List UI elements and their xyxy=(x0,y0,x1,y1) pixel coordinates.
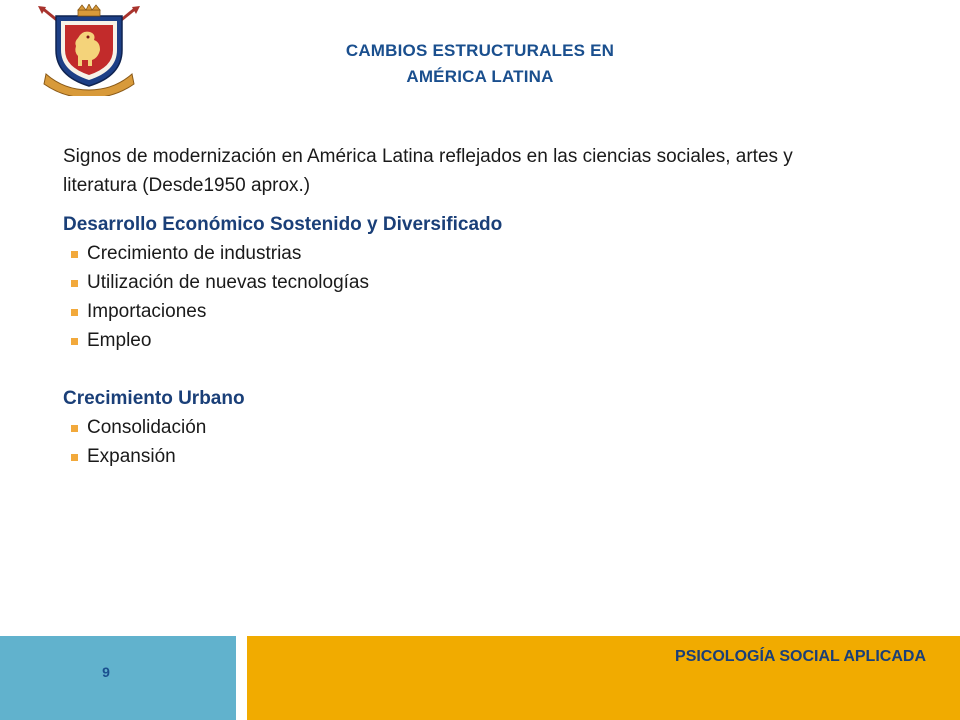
section-heading-economic: Desarrollo Económico Sostenido y Diversificado xyxy=(63,214,503,235)
slide-title-line-1: CAMBIOS ESTRUCTURALES EN xyxy=(345,41,615,60)
slide-title xyxy=(270,38,690,90)
list-item-label: Importaciones xyxy=(87,301,207,322)
slide-title-line-2: AMÉRICA LATINA xyxy=(406,67,554,86)
footer-course-title: PSICOLOGÍA SOCIAL APLICADA xyxy=(675,648,926,665)
list-item xyxy=(71,326,863,355)
section-heading-urban: Crecimiento Urbano xyxy=(63,388,245,409)
footer-left-panel xyxy=(0,636,236,720)
list-item-label: Utilización de nuevas tecnologías xyxy=(87,272,370,293)
square-bullet-icon xyxy=(71,251,78,258)
intro-paragraph: Signos de modernización en América Latina reflejados en las ciencias sociales, artes y literatura (Desde1950 aprox.) xyxy=(63,146,793,196)
list-item xyxy=(71,413,863,442)
list-item-label: Empleo xyxy=(87,330,152,351)
urban-bullet-list xyxy=(63,413,863,471)
square-bullet-icon xyxy=(71,309,78,316)
list-item xyxy=(71,239,863,268)
list-item xyxy=(71,297,863,326)
square-bullet-icon xyxy=(71,280,78,287)
spacer xyxy=(63,355,863,384)
list-item-label: Crecimiento de industrias xyxy=(87,243,302,264)
square-bullet-icon xyxy=(71,338,78,345)
list-item xyxy=(71,442,863,471)
list-item-label: Consolidación xyxy=(87,417,207,438)
square-bullet-icon xyxy=(71,425,78,432)
page-number: 9 xyxy=(102,664,110,680)
university-crest-icon xyxy=(34,4,144,96)
list-item xyxy=(71,268,863,297)
economic-bullet-list xyxy=(63,239,863,355)
slide-content xyxy=(63,142,863,471)
square-bullet-icon xyxy=(71,454,78,461)
list-item-label: Expansión xyxy=(87,446,176,467)
